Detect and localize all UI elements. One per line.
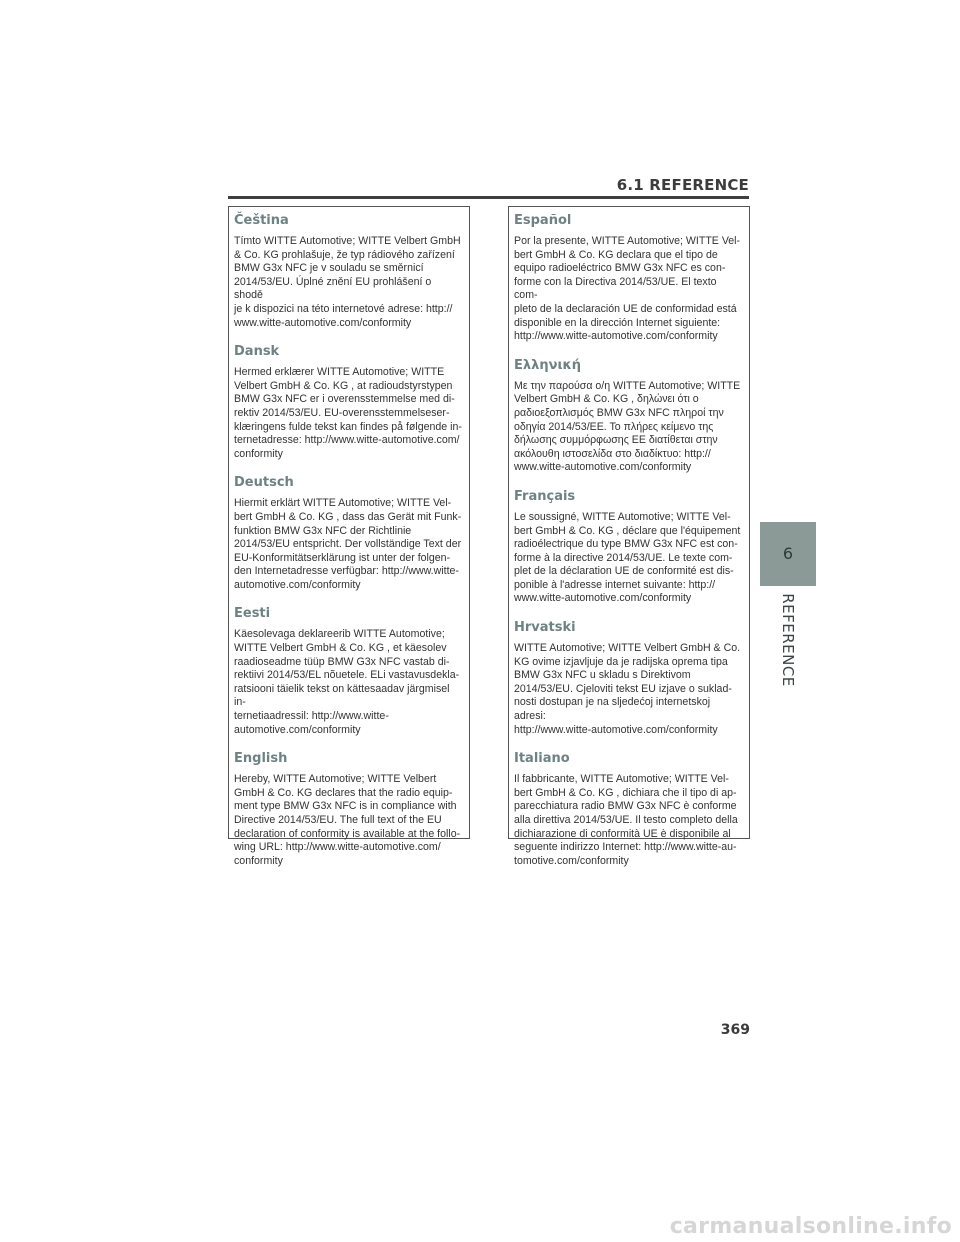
lang-text: Por la presente, WITTE Automotive; WITTE Vel- bert GmbH & Co. KG declara que el tipo de equipo radioeléctrico BMW G3x NFC es con- forme con la Directiva 2014/53/UE. El texto com- pleto de la declaración UE de conformidad está disponible en la dirección Internet siguiente: http://www.witte-automotive.com/conformity <box>514 235 741 343</box>
lang-heading: Français <box>514 488 576 504</box>
lang-text: Le soussigné, WITTE Automotive; WITTE Vel- bert GmbH & Co. KG , déclare que l'équipement radioélectrique du type BMW G3x NFC est con- forme à la directive 2014/53/UE. Le texte com- plet de la déclaration UE de conformité est dis- ponible à l'adresse internet suivante: http:// www.witte-automotive.com/conformity <box>514 510 741 605</box>
lang-heading: Dansk <box>234 344 280 360</box>
lang-block-fr <box>514 489 742 606</box>
lang-block-it <box>514 751 742 868</box>
lang-text: Hiermit erklärt WITTE Automotive; WITTE Vel- bert GmbH & Co. KG , dass das Gerät mit Funk- funktion BMW G3x NFC der Richtlinie 2014/53/EU entspricht. Der vollständige Text der EU-Konformitätserklärung ist unter der folgen- den Internetadresse verfügbar: http://www.witte- automotive.com/conformity <box>234 497 462 591</box>
lang-block-hr <box>514 620 742 737</box>
lang-block-da <box>234 344 462 461</box>
lang-heading: Eesti <box>234 606 271 622</box>
lang-block-de <box>234 475 462 592</box>
right-column <box>508 206 750 867</box>
chapter-tab <box>760 522 816 586</box>
lang-block-es <box>514 213 742 344</box>
lang-text: Käesolevaga deklareerib WITTE Automotive; WITTE Velbert GmbH & Co. KG , et käesolev raadioseadme tüüp BMW G3x NFC vastab di- rektiivi 2014/53/EL nõuetele. ELi vastavusdekla- ratsiooni täielik tekst on kättesaadav järgmisel in- ternetiaadressil: http://www.witte- automotive.com/conformity <box>234 628 460 736</box>
lang-heading: Italiano <box>514 751 570 767</box>
lang-heading: Deutsch <box>234 475 294 491</box>
lang-heading: Ελληνική <box>514 357 581 373</box>
lang-text: WITTE Automotive; WITTE Velbert GmbH & Co. KG ovime izjavljuje da je radijska oprema tipa BMW G3x NFC u skladu s Direktivom 2014/53/EU. Cjeloviti tekst EU izjave o suklad- nosti dostupan je na sljedećoj internetskoj adresi: http://www.witte-automotive.com/conformity <box>514 642 741 736</box>
lang-text: Il fabbricante, WITTE Automotive; WITTE Vel- bert GmbH & Co. KG , dichiara che il tipo di ap- parecchiatura radio BMW G3x NFC è conforme alla direttiva 2014/53/UE. Il testo completo della dichiarazione di conformità UE è disponibile al seguente indirizzo Internet: http://www.witte-au- tomotive.com/conformity <box>514 773 738 867</box>
lang-heading: English <box>234 751 288 767</box>
chapter-number: 6 <box>782 544 794 563</box>
lang-text: Tímto WITTE Automotive; WITTE Velbert GmbH & Co. KG prohlašuje, že typ rádiového zařízení BMW G3x NFC je v souladu se směrnicí 2014/53/EU. Úplné znění EU prohlášení o shodě je k dispozici na této internetové adrese: http:// www.witte-automotive.com/conformity <box>234 235 461 329</box>
lang-heading: Español <box>514 213 572 228</box>
lang-block-cs <box>234 213 462 330</box>
chapter-label: REFERENCE <box>779 593 797 687</box>
section-title: 6.1 REFERENCE <box>616 176 749 194</box>
lang-text: Hereby, WITTE Automotive; WITTE Velbert GmbH & Co. KG declares that the radio equip- ment type BMW G3x NFC is in compliance with Directive 2014/53/EU. The full text of the EU declaration of conformity is available at the follo- wing URL: http://www.witte-automotive.com/ conformity <box>234 773 461 867</box>
lang-block-en <box>234 751 462 868</box>
lang-block-et <box>234 606 462 737</box>
left-column <box>228 206 470 867</box>
section-header <box>228 178 749 199</box>
watermark: carmanualsonline.info <box>669 1214 952 1239</box>
lang-text: Hermed erklærer WITTE Automotive; WITTE Velbert GmbH & Co. KG , at radioudstyrstypen BMW G3x NFC er i overensstemmelse med di- rektiv 2014/53/EU. EU-overensstemmelseser- klæringens fulde tekst kan findes på følgende in- ternetadresse: http://www.witte-automotive.com/ conformity <box>234 366 462 460</box>
page-number: 369 <box>720 1022 750 1038</box>
lang-heading: Hrvatski <box>514 620 576 636</box>
lang-text: Με την παρούσα ο/η WITTE Automotive; WITTE Velbert GmbH & Co. KG , δηλώνει ότι ο ραδιοεξοπλισμός BMW G3x NFC πληροί την οδηγία 2014/53/ΕΕ. Το πλήρες κείμενο της δήλωσης συμμόρφωσης ΕΕ διατίθεται στην ακόλουθη ιστοσελίδα στο διαδίκτυο: http:// www.witte-automotive.com/conformity <box>514 379 741 474</box>
lang-block-el <box>514 358 742 475</box>
lang-heading: Čeština <box>234 213 289 228</box>
